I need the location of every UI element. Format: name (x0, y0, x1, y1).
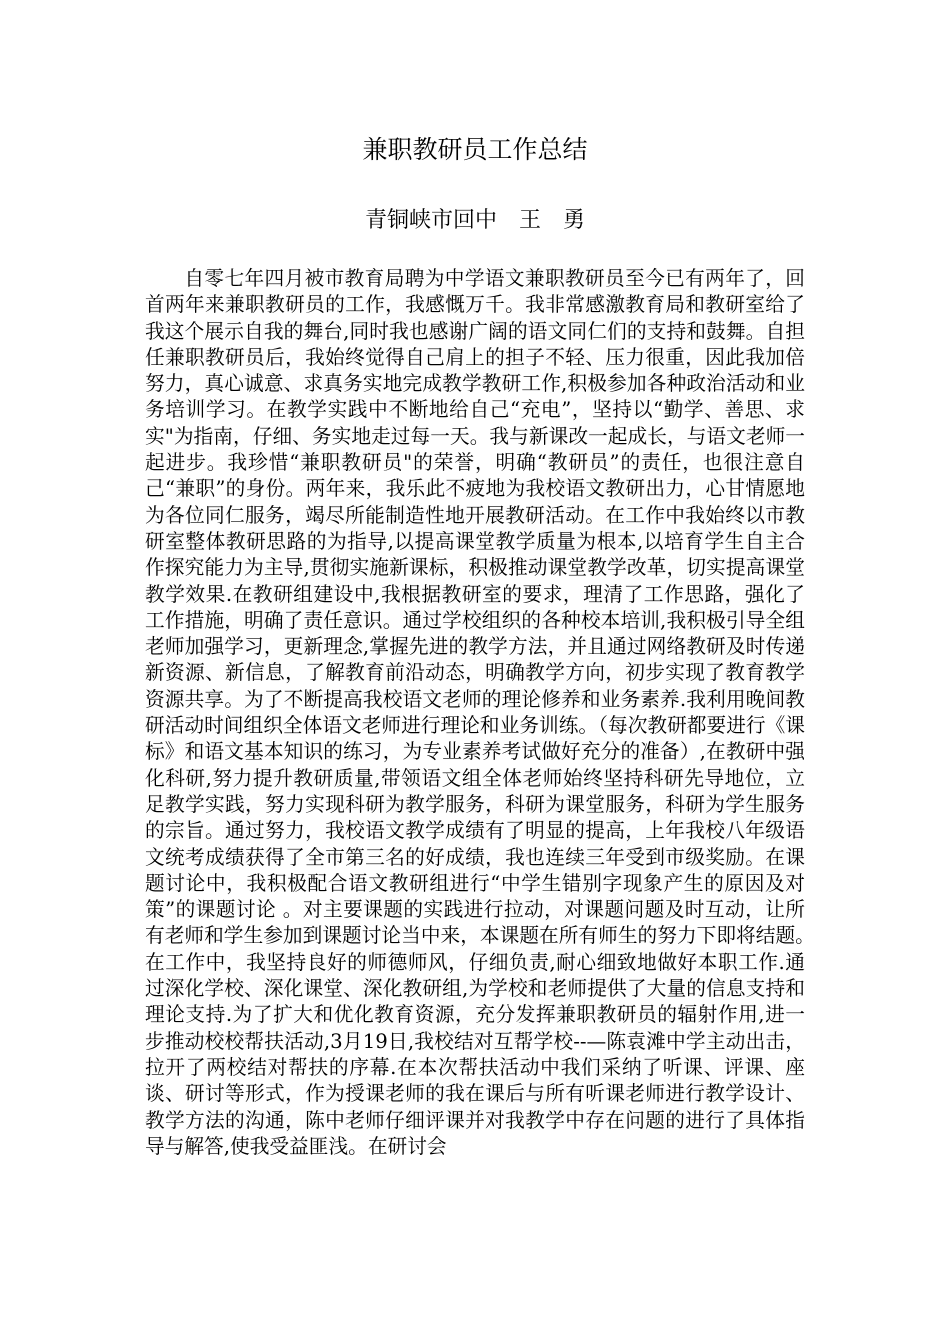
author-line: 青铜峡市回中 王 勇 (364, 208, 585, 233)
body-paragraph: 自零七年四月被市教育局聘为中学语文兼职教研员至今已有两年了，回首两年来兼职教研员的工作，我感慨万千。我非常感激教育局和教研室给了我这个展示自我的舞台,同时我也感谢广阔的语文同仁们的支持和鼓舞。自担任兼职教研员后，我始终觉得自己肩上的担子不轻、压力很重，因此我加倍努力，真心诚意、求真务实地完成教学教研工作,积极参加各种政治活动和业务培训学习。在教学实践中不断地给自己“充电”，坚持以“勤学、善思、求实"为指南，仔细、务实地走过每一天。我与新课改一起成长，与语文老师一起进步。我珍惜“兼职教研员"的荣誉，明确“教研员”的责任，也很注意自己“兼职”的身份。两年来，我乐此不疲地为我校语文教研出力，心甘情愿地为各位同仁服务，竭尽所能制造性地开展教研活动。在工作中我始终以市教研室整体教研思路的为指导,以提高课堂教学质量为根本,以培育学生自主合作探究能力为主导,贯彻实施新课标，积极推动课堂教学改革，切实提高课堂教学效果.在教研组建设中,我根据教研室的要求，理清了工作思路，强化了工作措施，明确了责任意识。通过学校组织的各种校本培训,我积极引导全组老师加强学习，更新理念,掌握先进的教学方法，并且通过网络教研及时传递新资源、新信息，了解教育前沿动态，明确教学方向，初步实现了教育教学资源共享。为了不断提高我校语文老师的理论修养和业务素养.我利用晚间教研活动时间组织全体语文老师进行理论和业务训练。（每次教研都要进行《课标》和语文基本知识的练习，为专业素养考试做好充分的准备）,在教研中强化科研,努力提升教研质量,带领语文组全体老师始终坚持科研先导地位，立足教学实践，努力实现科研为教学服务，科研为课堂服务，科研为学生服务的宗旨。通过努力，我校语文教学成绩有了明显的提高，上年我校八年级语文统考成绩获得了全市第三名的好成绩，我也连续三年受到市级奖励。在课题讨论中，我积极配合语文教研组进行“中学生错别字现象产生的原因及对策”的课题讨论 。对主要课题的实践进行拉动，对课题问题及时互动，让所有老师和学生参加到课题讨论当中来，本课题在所有师生的努力下即将结题。 在工作中，我坚持良好的师德师风，仔细负责,耐心细致地做好本职工作.通过深化学校、深化课堂、深化教研组,为学校和老师提供了大量的信息支持和理论支持.为了扩大和优化教育资源，充分发挥兼职教研员的辐射作用,进一步推动校校帮扶活动,3月19日,我校结对互帮学校--—陈袁滩中学主动出击，拉开了两校结对帮扶的序幕.在本次帮扶活动中我们采纳了听课、评课、座谈、研讨等形式，作为授课老师的我在课后与所有听课老师进行教学设计、教学方法的沟通，陈中老师仔细评课并对我教学中存在问题的进行了具体指导与解答,使我受益匪浅。在研讨会 (145, 267, 845, 1158)
document-title: 兼职教研员工作总结 (362, 135, 588, 164)
